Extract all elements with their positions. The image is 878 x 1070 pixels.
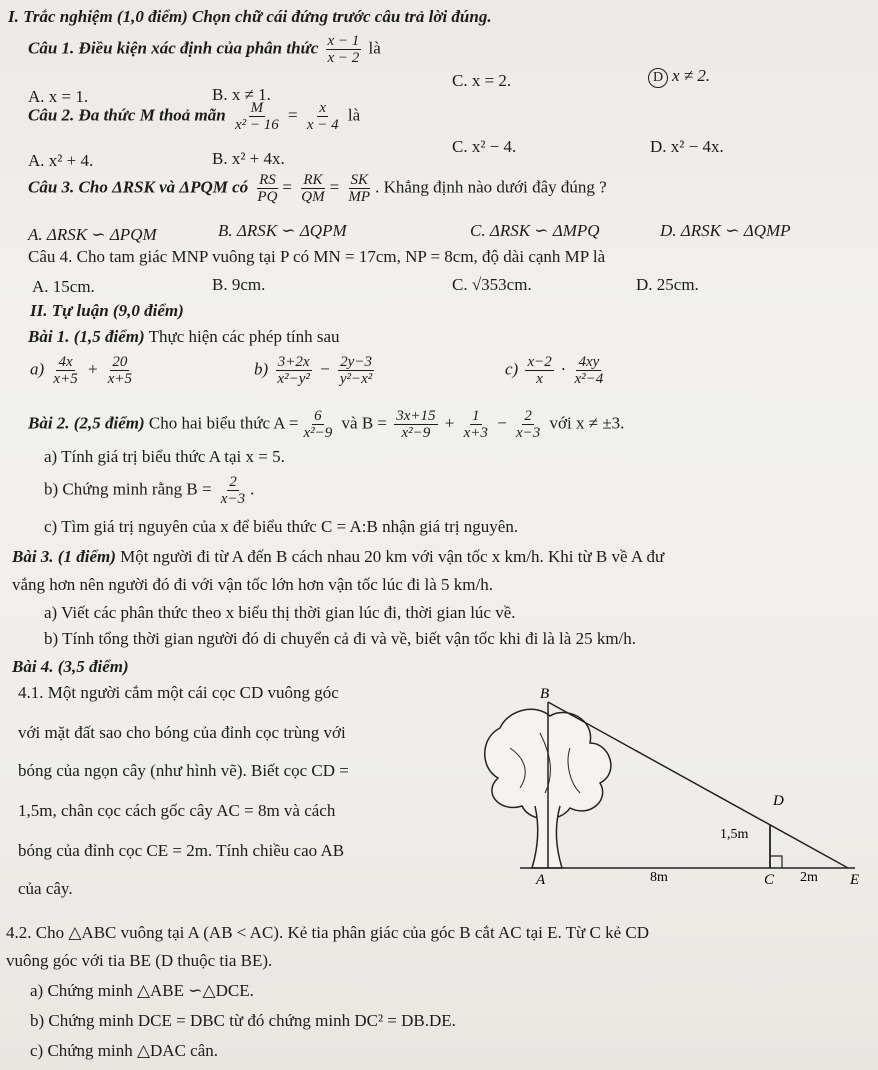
bai4-l4: 1,5m, chân cọc cách gốc cây AC = 8m và cách bbox=[18, 801, 336, 820]
label-c: C bbox=[764, 872, 775, 888]
q4-option-c: C. √353cm. bbox=[452, 275, 532, 294]
bai4-a: a) Chứng minh △ABE ∽△DCE. bbox=[30, 981, 254, 1000]
label-e: E bbox=[850, 872, 860, 888]
label-b: B bbox=[540, 688, 550, 702]
bai4-title: Bài 4. (3,5 điểm) bbox=[12, 657, 129, 676]
q1: Câu 1. Điều kiện xác định của phân thức $\frac{x - 1}{x - 2}$ là bbox=[28, 33, 381, 66]
q2-option-d: D. x² − 4x. bbox=[650, 137, 724, 156]
bai3-text2: vắng hơn nên người đó đi với vận tốc lớn hơn vận tốc lúc đi là 5 km/h. bbox=[12, 575, 493, 594]
q2-option-b: B. x² + 4x. bbox=[212, 149, 285, 168]
q3-option-c: C. ΔRSK ∽ ΔMPQ bbox=[470, 221, 600, 240]
bai4-l1: 4.1. Một người cắm một cái cọc CD vuông góc bbox=[18, 683, 339, 702]
tree-trunk bbox=[532, 806, 562, 868]
q2: Câu 2. Đa thức M thoả mãn $\frac{M}{\text{x² − 16}}$ = $\frac{x}{x - 4}$ là bbox=[28, 100, 361, 133]
label-ce-length: 2m bbox=[800, 870, 818, 885]
q4-option-b: B. 9cm. bbox=[212, 275, 266, 294]
bai1-c: c) $\frac{x-2}{x}$ · $\frac{4xy}{\text{x²−4}}$ bbox=[505, 354, 604, 387]
bai4-l7: 4.2. Cho △ABC vuông tại A (AB < AC). Kẻ tia phân giác của góc B cắt AC tại E. Từ C kẻ CD bbox=[6, 923, 650, 942]
right-angle-marker bbox=[770, 856, 782, 868]
q1-option-c: C. x = 2. bbox=[452, 71, 512, 90]
bai3-a: a) Viết các phân thức theo x biểu thị thời gian lúc đi, thời gian lúc về. bbox=[44, 603, 516, 622]
bai4-l6: của cây. bbox=[18, 879, 73, 898]
bai2: Bài 2. (2,5 điểm) Cho hai biểu thức A = $\frac{6}{\text{x²−9}}$ và B = $\frac{3x+15}{\text{x²−9}}$ + $\frac{1}{x+3}$ − $\frac{2}{x-3}$ với x ≠ ±3. bbox=[28, 408, 625, 441]
q4-option-d: D. 25cm. bbox=[636, 275, 699, 294]
label-a: A bbox=[536, 872, 546, 888]
bai2-c: c) Tìm giá trị nguyên của x để biểu thức C = A:B nhận giá trị nguyên. bbox=[44, 517, 519, 536]
q1-option-d: D x ≠ 2. bbox=[648, 65, 710, 88]
bai4-l2: với mặt đất sao cho bóng của đỉnh cọc trùng với bbox=[18, 723, 346, 742]
bai4-b: b) Chứng minh DCE = DBC từ đó chứng minh DC² = DB.DE. bbox=[30, 1011, 456, 1030]
bai2-a: a) Tính giá trị biểu thức A tại x = 5. bbox=[44, 447, 285, 466]
q1-option-a: A. x = 1. bbox=[28, 87, 89, 106]
q3: Câu 3. Cho ΔRSK và ΔPQM có $\frac{RS}{PQ}$ = $\frac{RK}{QM}$ = $\frac{SK}{MP}$ . Khẳng định nào dưới đây đúng ? bbox=[28, 172, 607, 205]
bai2-b: b) Chứng minh rằng B = $\frac{2}{x-3}$ . bbox=[44, 474, 255, 507]
q3-option-a: A. ΔRSK ∽ ΔPQM bbox=[28, 225, 157, 244]
q2-option-a: A. x² + 4. bbox=[28, 151, 94, 170]
bai1-a: a) $\frac{4x}{x+5}$ + $\frac{20}{x+5}$ bbox=[30, 354, 132, 387]
selected-answer-circle: D bbox=[648, 68, 668, 88]
q4: Câu 4. Cho tam giác MNP vuông tại P có MN = 17cm, NP = 8cm, độ dài cạnh MP là bbox=[28, 247, 606, 266]
q1-option-b: B. x ≠ 1. bbox=[212, 85, 271, 104]
bai4-c: c) Chứng minh △DAC cân. bbox=[30, 1041, 219, 1060]
q3-option-d: D. ΔRSK ∽ ΔQMP bbox=[660, 221, 791, 240]
bai4-l3: bóng của ngọn cây (như hình vẽ). Biết cọc CD = bbox=[18, 761, 349, 780]
bai3-b: b) Tính tổng thời gian người đó di chuyển cả đi và về, biết vận tốc khi đi là là 25 km/h. bbox=[44, 629, 637, 648]
part2-header: II. Tự luận (9,0 điểm) bbox=[30, 301, 184, 320]
bai1: Bài 1. (1,5 điểm) Thực hiện các phép tính sau bbox=[28, 327, 340, 346]
label-ac-length: 8m bbox=[650, 870, 668, 885]
bai1-b: b) $\frac{3+2x}{\text{x²−y²}}$ − $\frac{2y-3}{\text{y²−x²}}$ bbox=[254, 354, 373, 387]
tree-figure bbox=[470, 688, 870, 888]
q2-option-c: C. x² − 4. bbox=[452, 137, 517, 156]
label-d: D bbox=[773, 793, 784, 809]
q4-option-a: A. 15cm. bbox=[32, 277, 95, 296]
q3-option-b: B. ΔRSK ∽ ΔQPM bbox=[218, 221, 347, 240]
part1-header: I. Trắc nghiệm (1,0 điểm) Chọn chữ cái đứng trước câu trả lời đúng. bbox=[8, 7, 492, 26]
bai3: Bài 3. (1 điểm) Một người đi từ A đến B cách nhau 20 km với vận tốc x km/h. Khi từ B về A đư bbox=[12, 547, 665, 566]
bai4-l8: vuông góc với tia BE (D thuộc tia BE). bbox=[6, 951, 273, 970]
bai4-l5: bóng của đỉnh cọc CE = 2m. Tính chiều cao AB bbox=[18, 841, 345, 860]
label-cd-length: 1,5m bbox=[720, 827, 749, 842]
